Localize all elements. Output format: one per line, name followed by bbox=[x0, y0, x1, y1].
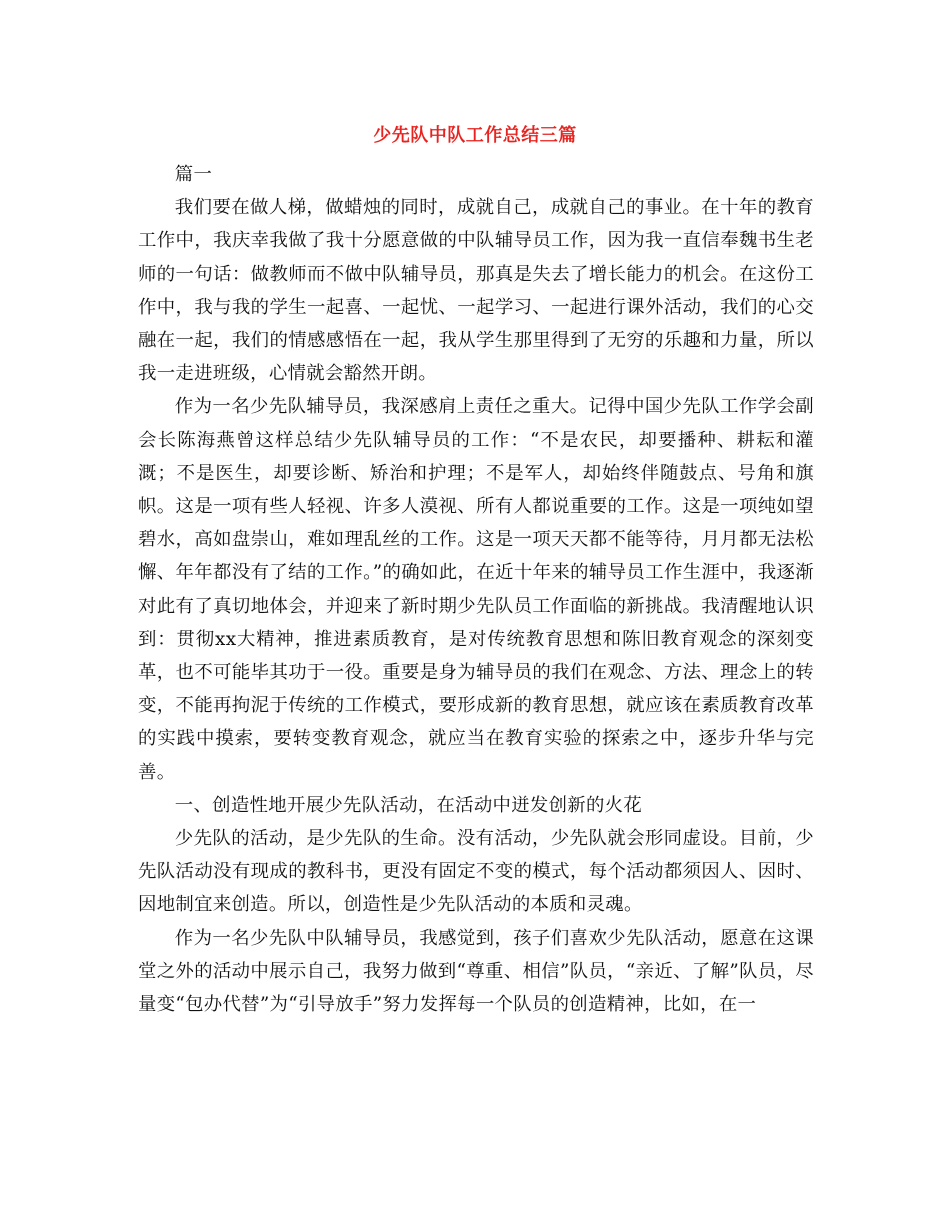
document-body bbox=[138, 158, 814, 1021]
section-heading-part-one: 篇一 bbox=[174, 164, 213, 185]
paragraph: 作为一名少先队辅导员，我深感肩上责任之重大。记得中国少先队工作学会副会长陈海燕曾这样总结少先队辅导员的工作：“不是农民，却要播种、耕耘和灌溉；不是医生，却要诊断、矫治和护理；不是军人，却始终伴随鼓点、号角和旗帜。这是一项有些人轻视、许多人漠视、所有人都说重要的工作。这是一项纯如望碧水，高如盘崇山，难如理乱丝的工作。这是一项天天都不能等待，月月都无法松懈、年年都没有了结的工作。”的确如此，在近十年来的辅导员工作生涯中，我逐渐对此有了真切地体会，并迎来了新时期少先队员工作面临的新挑战。我清醒地认识到：贯彻xx大精神，推进素质教育，是对传统教育思想和陈旧教育观念的深刻变革，也不可能毕其功于一役。重要是身为辅导员的我们在观念、方法、理念上的转变，不能再拘泥于传统的工作模式，要形成新的教育思想，就应该在素质教育改革的实践中摸索，要转变教育观念，就应当在教育实验的探索之中，逐步升华与完善。 bbox=[138, 396, 814, 783]
paragraph: 作为一名少先队中队辅导员，我感觉到，孩子们喜欢少先队活动，愿意在这课堂之外的活动中展示自己，我努力做到“尊重、相信”队员，“亲近、了解”队员，尽量变“包办代替”为“引导放手”努力发挥每一个队员的创造精神，比如，在一 bbox=[138, 927, 814, 1016]
subheading: 一、创造性地开展少先队活动，在活动中迸发创新的火花 bbox=[174, 794, 643, 816]
paragraph: 我们要在做人梯，做蜡烛的同时，成就自己，成就自己的事业。在十年的教育工作中，我庆幸我做了我十分愿意做的中队辅导员工作，因为我一直信奉魏书生老师的一句话：做教师而不做中队辅导员，那真是失去了增长能力的机会。在这份工作中，我与我的学生一起喜、一起忧、一起学习、一起进行课外活动，我们的心交融在一起，我们的情感感悟在一起，我从学生那里得到了无穷的乐趣和力量，所以我一走进班级，心情就会豁然开朗。 bbox=[138, 197, 814, 385]
document-title: 少先队中队工作总结三篇 bbox=[373, 125, 577, 146]
paragraph: 少先队的活动，是少先队的生命。没有活动，少先队就会形同虚设。目前，少先队活动没有现成的教科书，更没有固定不变的模式，每个活动都须因人、因时、因地制宜来创造。所以，创造性是少先队活动的本质和灵魂。 bbox=[138, 828, 814, 916]
